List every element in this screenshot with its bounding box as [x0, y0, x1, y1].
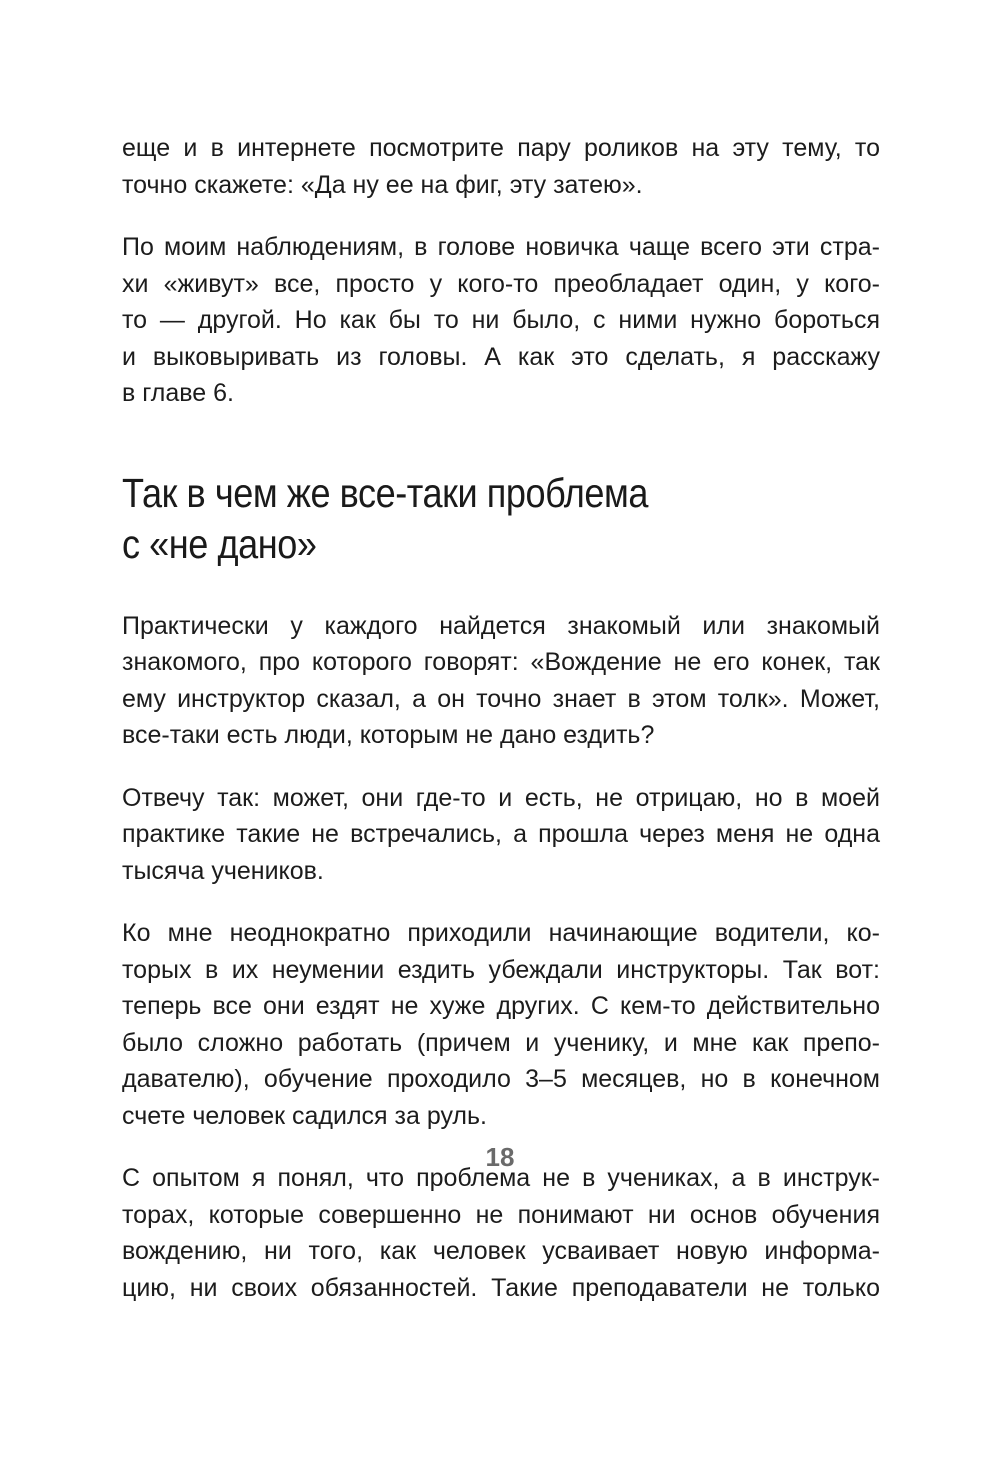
paragraph-line: счете человек садился за руль. — [122, 1101, 487, 1130]
paragraph-line: все-таки есть люди, которым не дано ездить? — [122, 721, 655, 749]
heading-line: с «не дано» — [122, 520, 317, 567]
paragraph-5 — [122, 915, 880, 1134]
paragraph-line: ему инструктор сказал, а он точно знает в этом толк». Может, — [122, 684, 880, 713]
paragraph-4 — [122, 780, 880, 890]
heading-line: Так в чем же все-таки проблема — [122, 469, 648, 516]
paragraph-line: Ко мне неоднократно приходили начинающие водители, ко- — [122, 919, 880, 947]
page-body — [122, 130, 880, 1306]
paragraph-line: торах, которые совершенно не понимают ни основ обучения — [122, 1200, 880, 1229]
paragraph-line: тысяча учеников. — [122, 856, 324, 885]
page-number: 18 — [485, 1142, 515, 1172]
paragraph-line: цию, ни своих обязанностей. Такие преподаватели не только — [122, 1273, 880, 1302]
paragraph-6 — [122, 1160, 880, 1306]
paragraph-line: Практически у каждого найдется знакомый или знакомый — [122, 611, 880, 640]
paragraph-2 — [122, 229, 880, 412]
paragraph-line: С опытом я понял, что проблема не в учениках, а в инструк- — [122, 1164, 880, 1192]
paragraph-line: в главе 6. — [122, 379, 234, 407]
paragraph-line: знакомого, про которого говорят: «Вождение не его конек, так — [122, 648, 880, 676]
paragraph-line: было сложно работать (причем и ученику, и мне как препо- — [122, 1028, 880, 1057]
section-heading — [122, 468, 879, 570]
paragraph-line: хи «живут» все, просто у кого-то преобладает один, у кого- — [122, 269, 880, 298]
paragraph-line: Отвечу так: может, они где-то и есть, не отрицаю, но в моей — [122, 783, 880, 812]
paragraph-line: практике такие не встречались, а прошла через меня не одна — [122, 820, 880, 848]
paragraph-line: торых в их неумении ездить убеждали инструкторы. Так вот: — [122, 955, 880, 984]
paragraph-line: то — другой. Но как бы то ни было, с ними нужно бороться — [122, 306, 880, 334]
paragraph-line: и выковыривать из головы. А как это сделать, я расскажу — [122, 342, 880, 371]
paragraph-3 — [122, 608, 880, 754]
paragraph-1 — [122, 130, 880, 203]
paragraph-line: вождению, ни того, как человек усваивает новую информа- — [122, 1237, 880, 1265]
paragraph-line: теперь все они ездят не хуже других. С кем-то действительно — [122, 992, 880, 1020]
paragraph-line: еще и в интернете посмотрите пару роликов на эту тему, то — [122, 134, 880, 162]
paragraph-line: По моим наблюдениям, в голове новичка чаще всего эти стра- — [122, 233, 880, 261]
paragraph-line: точно скажете: «Да ну ее на фиг, эту затею». — [122, 170, 643, 199]
paragraph-line: давателю), обучение проходило 3–5 месяцев, но в конечном — [122, 1065, 880, 1093]
